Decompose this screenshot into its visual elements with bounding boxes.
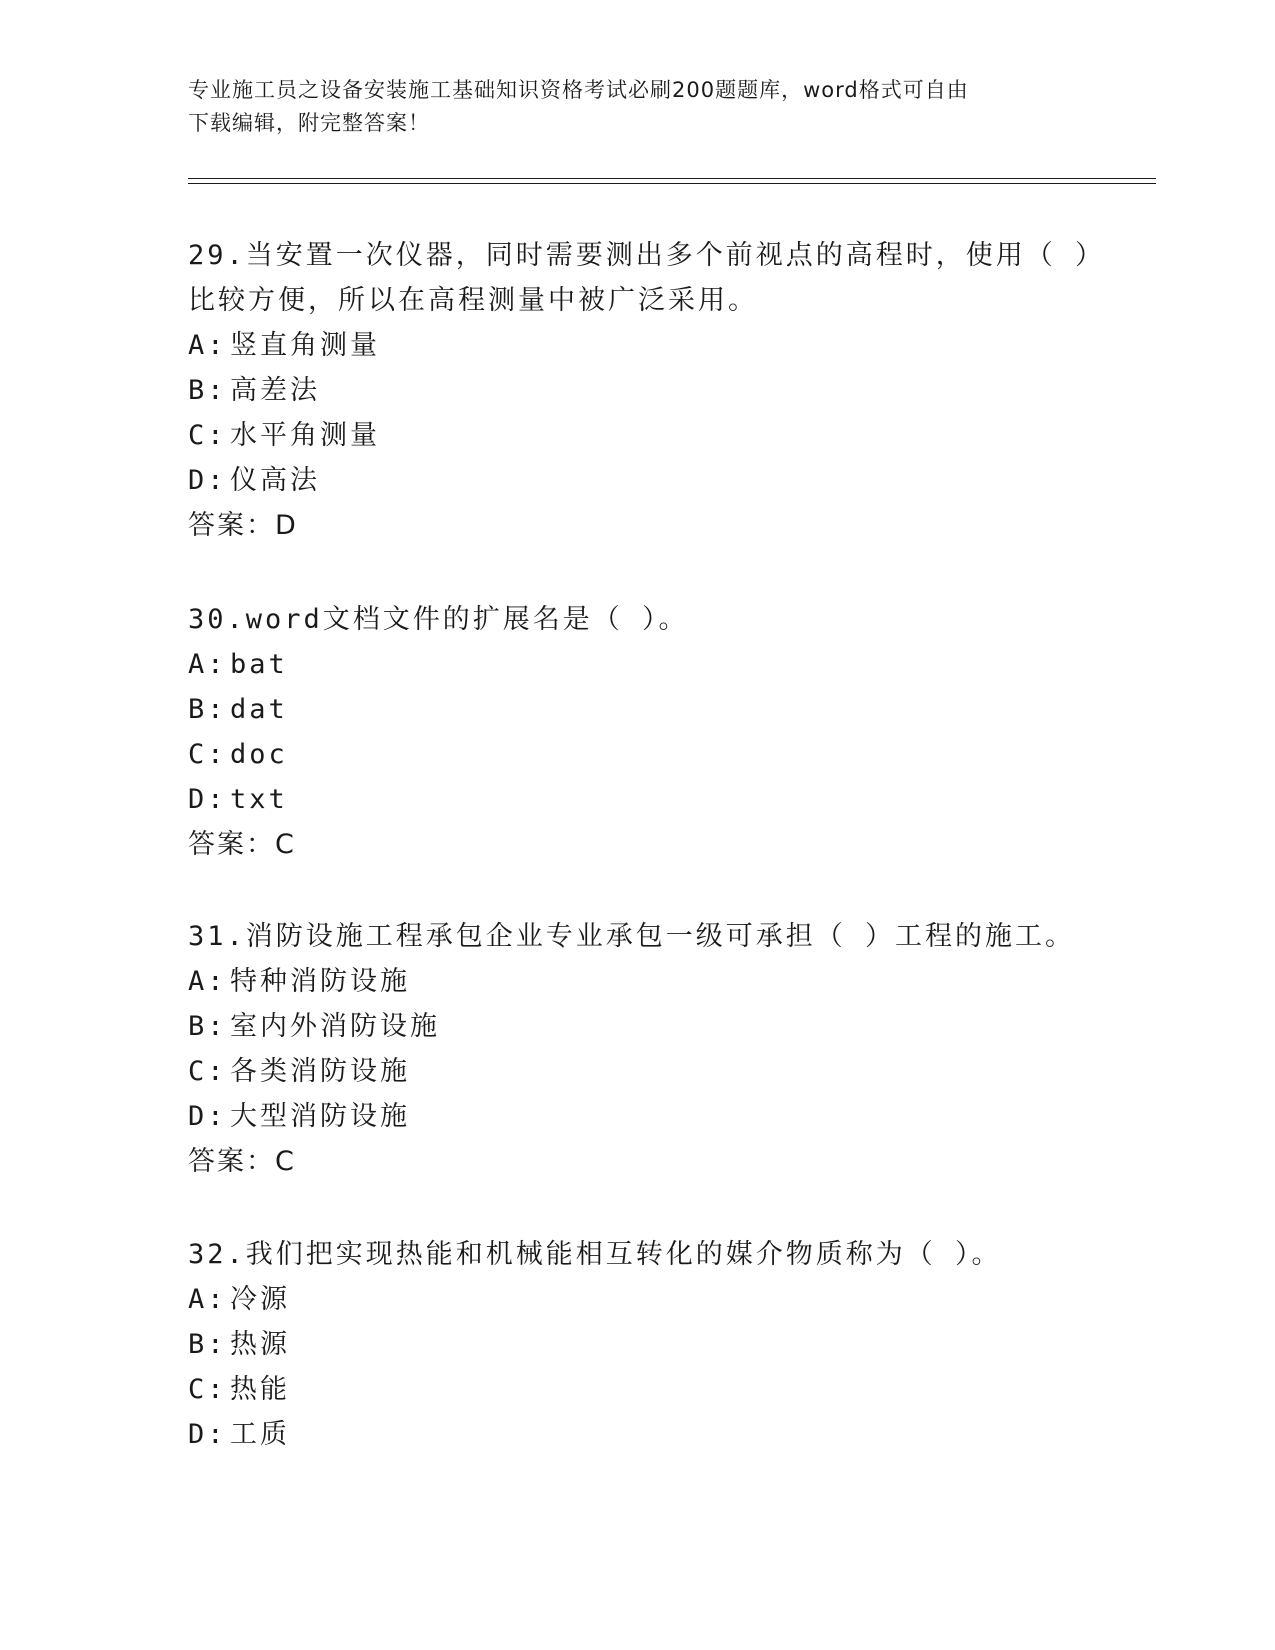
option-c <box>188 413 1088 458</box>
question-stem-line: 30.word文档文件的扩展名是（ ）。 <box>188 604 689 635</box>
option-c <box>188 732 1088 777</box>
option-key: C: <box>188 1374 227 1405</box>
question-31 <box>188 914 1088 1184</box>
option-d <box>188 1094 1088 1139</box>
option-key: B: <box>188 1329 227 1360</box>
option-key: D: <box>188 1101 227 1132</box>
question-29 <box>188 233 1106 548</box>
option-text: 水平角测量 <box>230 420 380 451</box>
option-key: B: <box>188 1011 227 1042</box>
header-line-2: 下载编辑，附完整答案！ <box>188 111 430 135</box>
header-divider-top <box>188 178 1156 179</box>
option-text: 各类消防设施 <box>230 1056 410 1087</box>
option-d <box>188 1412 1088 1457</box>
option-c <box>188 1367 1088 1412</box>
option-b <box>188 368 1088 413</box>
question-stem-line: 31.消防设施工程承包企业专业承包一级可承担（ ）工程的施工。 <box>188 921 1076 952</box>
option-key: B: <box>188 694 227 725</box>
answer-text: 答案：C <box>188 1146 296 1177</box>
option-b <box>188 687 1088 732</box>
option-c <box>188 1049 1088 1094</box>
question-stem-line: 比较方便，所以在高程测量中被广泛采用。 <box>188 285 758 316</box>
option-key: D: <box>188 465 227 496</box>
option-text: dat <box>230 694 288 725</box>
option-text: 热源 <box>230 1329 290 1360</box>
option-a <box>188 323 1088 368</box>
option-a <box>188 1277 1088 1322</box>
option-key: B: <box>188 375 227 406</box>
option-text: 竖直角测量 <box>230 330 380 361</box>
answer-text: 答案：D <box>188 510 298 541</box>
document-header <box>188 74 1088 140</box>
option-d <box>188 458 1088 503</box>
option-text: 特种消防设施 <box>230 966 410 997</box>
option-text: 仪高法 <box>230 465 320 496</box>
option-text: 冷源 <box>230 1284 290 1315</box>
option-key: A: <box>188 1284 227 1315</box>
option-text: 室内外消防设施 <box>230 1011 440 1042</box>
option-b <box>188 1322 1088 1367</box>
option-key: C: <box>188 739 227 770</box>
option-b <box>188 1004 1088 1049</box>
option-d <box>188 777 1088 822</box>
option-a <box>188 642 1088 687</box>
option-key: D: <box>188 1419 227 1450</box>
option-key: A: <box>188 649 227 680</box>
option-text: bat <box>230 649 288 680</box>
question-stem-line: 32.我们把实现热能和机械能相互转化的媒介物质称为（ ）。 <box>188 1239 1002 1270</box>
option-text: 大型消防设施 <box>230 1101 410 1132</box>
question-32 <box>188 1232 1088 1457</box>
question-30 <box>188 597 1088 867</box>
option-key: C: <box>188 1056 227 1087</box>
option-text: 热能 <box>230 1374 290 1405</box>
header-line-1: 专业施工员之设备安装施工基础知识资格考试必刷200题题库，word格式可自由 <box>188 78 969 102</box>
option-text: doc <box>230 739 288 770</box>
answer-text: 答案：C <box>188 829 296 860</box>
option-text: 工质 <box>230 1419 290 1450</box>
option-key: A: <box>188 966 227 997</box>
option-key: A: <box>188 330 227 361</box>
option-a <box>188 959 1088 1004</box>
question-stem-line: 29.当安置一次仪器，同时需要测出多个前视点的高程时，使用（ ） <box>188 240 1106 271</box>
option-key: D: <box>188 784 227 815</box>
option-text: 高差法 <box>230 375 320 406</box>
option-key: C: <box>188 420 227 451</box>
option-text: txt <box>230 784 288 815</box>
header-divider-bottom <box>188 183 1156 184</box>
